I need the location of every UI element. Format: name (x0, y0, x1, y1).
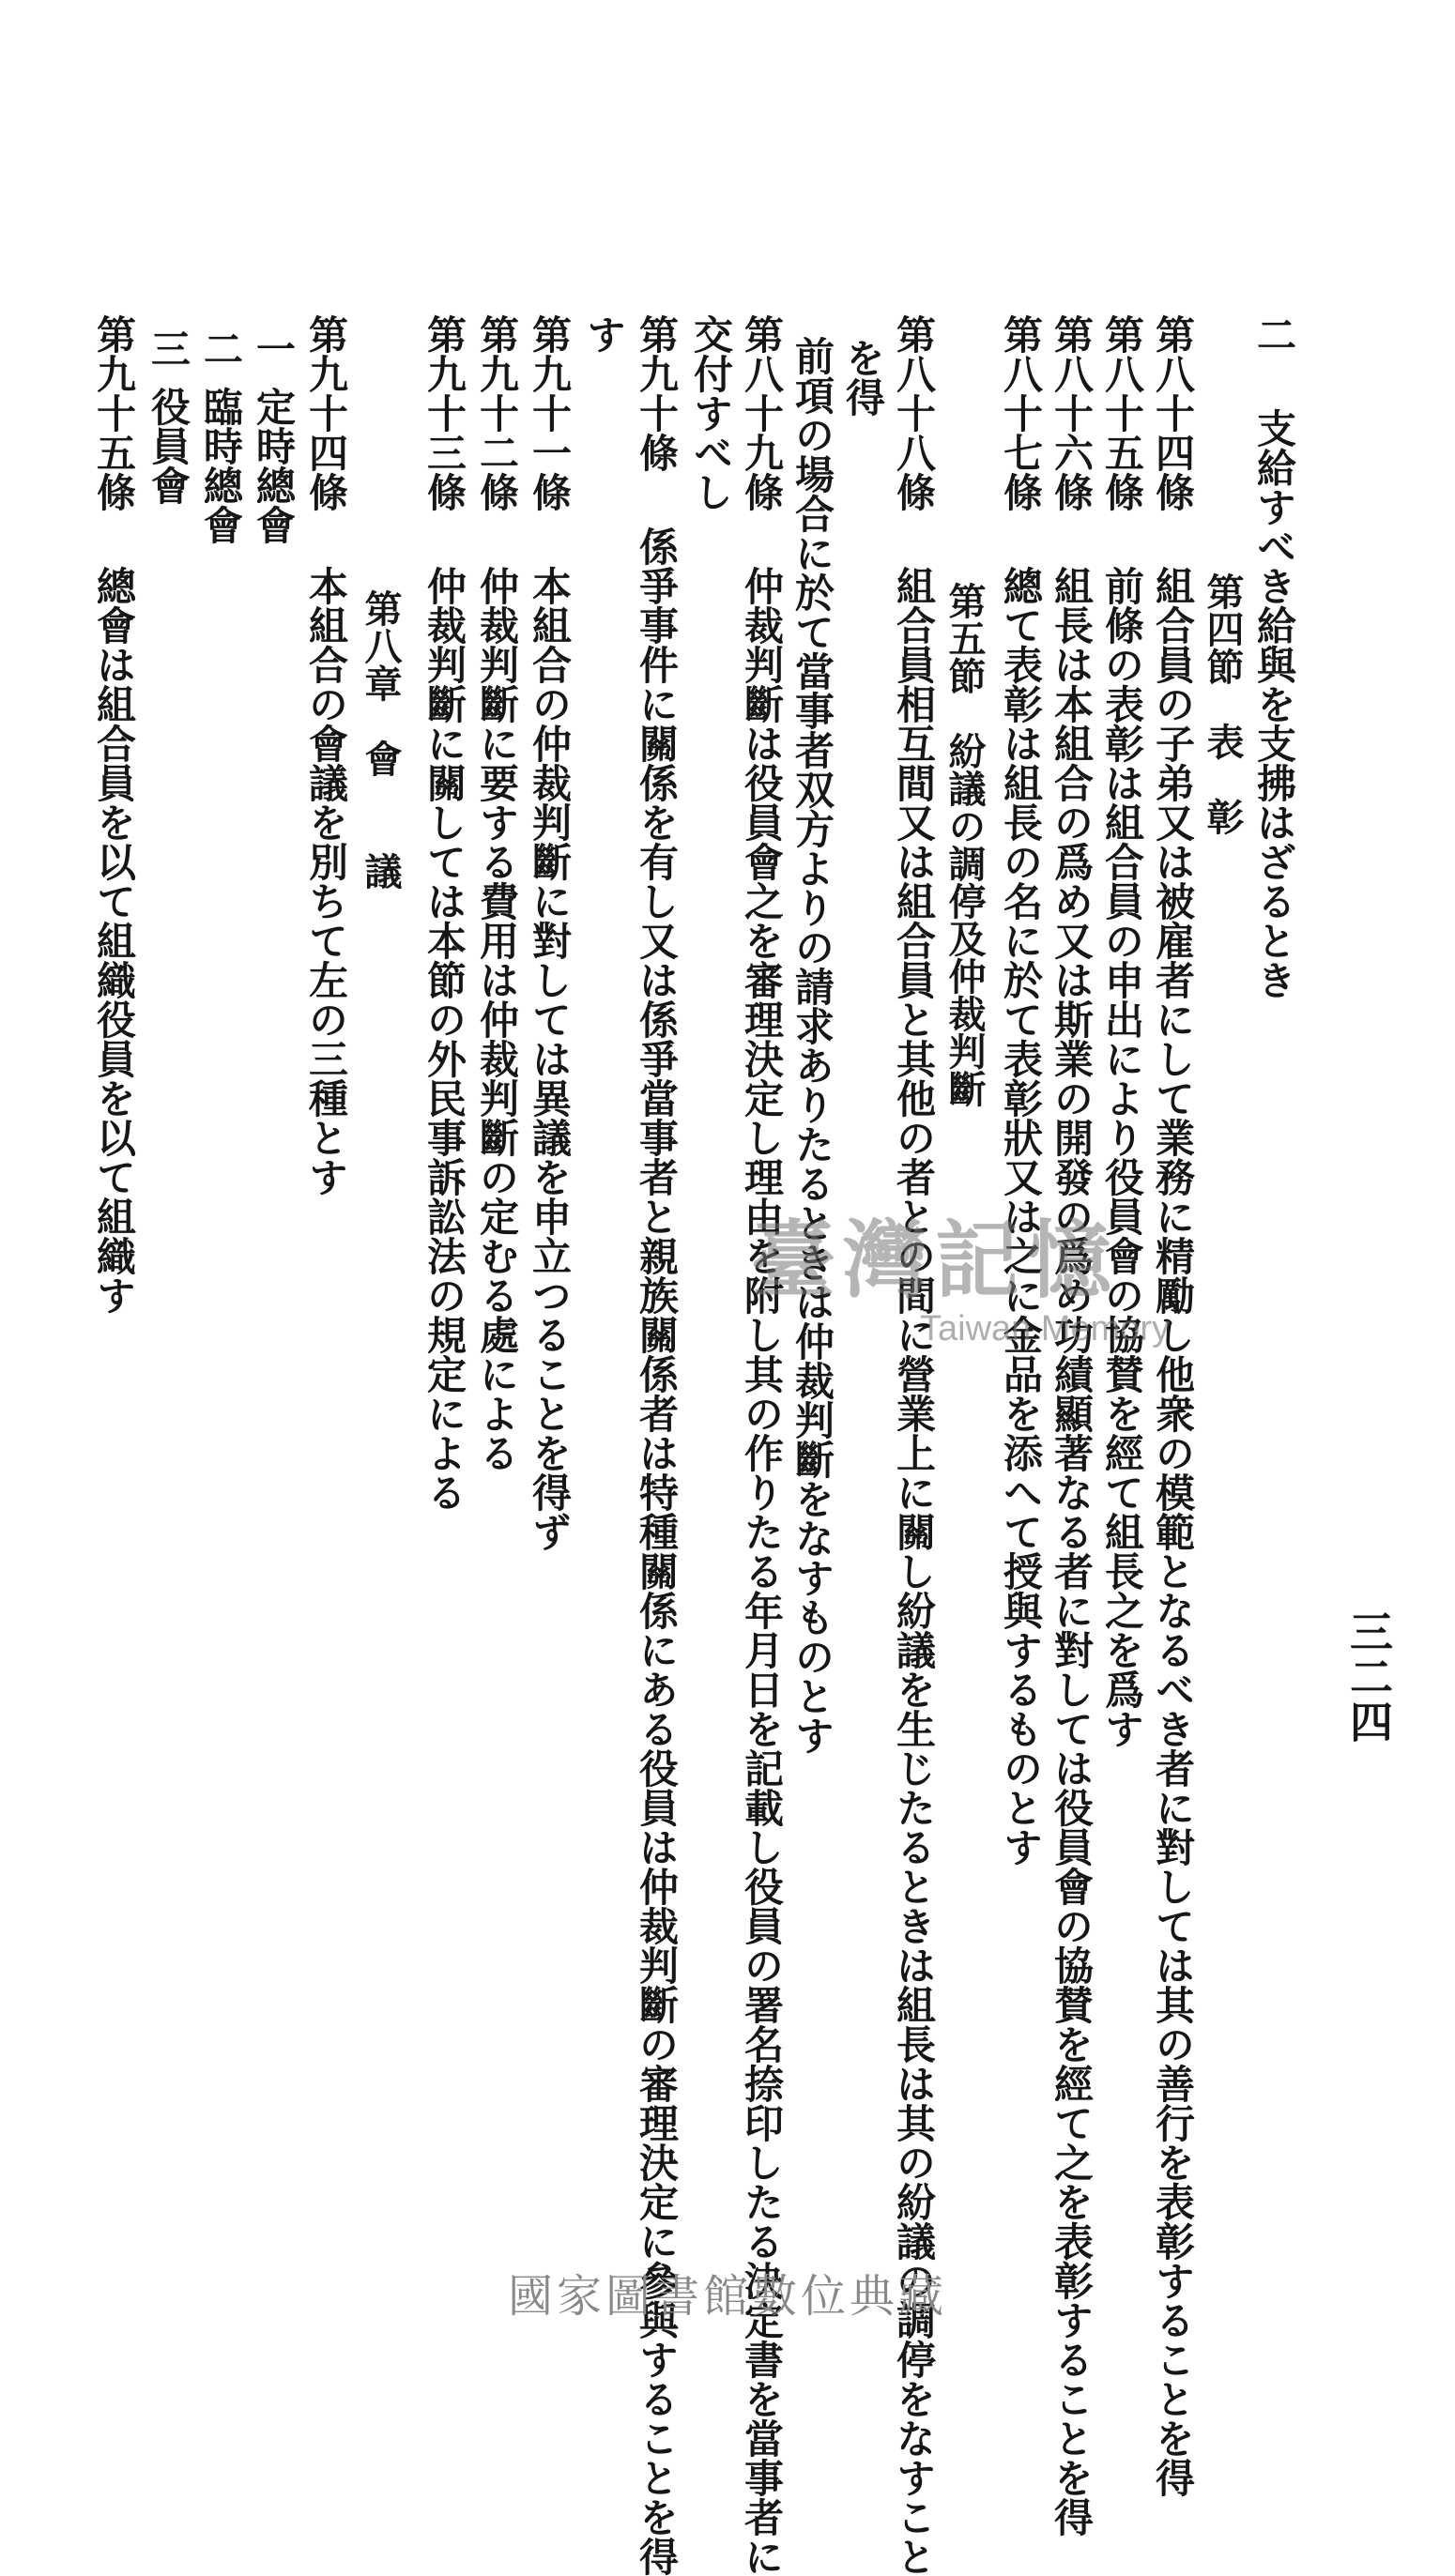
watermark-logo: 臺灣記憶 (751, 1211, 1119, 1310)
article-label: 第九十一條 (527, 314, 573, 511)
article-91 (524, 314, 574, 2135)
article-label: 第九十五條 (91, 314, 137, 511)
article-text: す (581, 314, 627, 354)
article-label: 第八十九條 (739, 314, 785, 511)
item-label: 二 (198, 328, 244, 368)
article-90 (631, 314, 682, 2576)
article-text: 總て表彰は組長の名に於て表彰狀又は之に金品を添へて授與するものとす (998, 566, 1044, 1867)
article-label: 第八十五條 (1099, 314, 1145, 511)
article-95 (88, 314, 139, 2135)
article-text: 總會は組合員を以て組織役員を以て組織す (91, 566, 137, 1315)
article-label: 第八十八條 (891, 314, 937, 511)
article-label: 第九十三條 (421, 314, 467, 511)
section-heading-4: 第四節 表 彰 (1201, 572, 1245, 835)
article-text: 本組合の會議を別ちて左の三種とす (303, 566, 349, 1197)
item-two-column (1248, 314, 1299, 2135)
article-text: 本組合の仲裁判斷に對しては異議を申立つることを得ず (527, 566, 573, 1551)
article-93 (419, 314, 469, 2135)
chapter-heading-8: 第八章 會 議 (359, 589, 403, 890)
article-label: 第八十七條 (998, 314, 1044, 511)
article-text: 仲裁判斷に要する費用は仲裁判斷の定むる處による (474, 566, 520, 1472)
article-label: 第九十四條 (303, 314, 349, 511)
page-number: 三二四 (1343, 1609, 1394, 1745)
section-heading-5: 第五節 紛議の調停及仲裁判斷 (942, 582, 987, 1107)
article-text: 前項の場合に於て當事者双方よりの請求ありたるときは仲裁判斷をなすものとす (789, 336, 835, 1755)
meeting-type-3 (143, 328, 193, 2149)
item-text: 定時總會 (251, 387, 297, 544)
article-84 (1147, 314, 1198, 2497)
item-text: 臨時總會 (198, 387, 244, 544)
article-94 (300, 314, 351, 2135)
item-text: 役員會 (146, 387, 191, 505)
article-89-continued (685, 314, 736, 2135)
article-text: 仲裁判斷は役員會之を審理決定し理由を附し其の作りたる年月日を記載し役員の署名捺印したる決定書を當事者に (739, 566, 785, 2576)
article-text: 交付すべし (688, 314, 734, 511)
watermark-subtitle: Taiwan Memory (920, 1309, 1171, 1349)
item-text: 支給すべき給與を支拂はざるとき (1251, 408, 1297, 999)
article-text: 組合員の子弟又は被雇者にして業務に精勵し他衆の模範となるべき者に對しては其の善行を表彰することを得 (1150, 566, 1196, 2497)
meeting-type-1 (248, 328, 299, 2149)
article-text: 係爭事件に關係を有し又は係爭當事者と親族關係者は特種關係にある役員は仲裁判斷の審理決定に參與することを得 (634, 526, 680, 2576)
item-label: 一 (251, 328, 297, 368)
article-label: 第九十條 (634, 314, 680, 472)
article-90-continued (578, 314, 629, 2135)
article-label: 第八十四條 (1150, 314, 1196, 511)
article-text: 仲裁判斷に關しては本節の外民事訴訟法の規定による (421, 566, 467, 1512)
article-92 (471, 314, 522, 2135)
item-label: 二 (1251, 314, 1297, 354)
item-label: 三 (146, 328, 191, 368)
article-text: 組長は本組合の爲め又は斯業の開發の爲め功績顯著なる者に對しては役員會の協賛を經て之を表彰することを得 (1049, 566, 1095, 2537)
meeting-type-2 (195, 328, 246, 2149)
article-text: を得 (840, 338, 886, 417)
article-label: 第八十六條 (1049, 314, 1095, 511)
article-text: 前條の表彰は組合員の申出により役員會の協賛を經て組長之を爲す (1099, 566, 1145, 1748)
footer-caption: 國家圖書館數位典藏 (507, 2270, 947, 2323)
article-text: 組合員相互間又は組合員と其他の者との間に營業上に關し紛議を生じたるときは組長は其の紛議の調停をなすこと (891, 566, 937, 2576)
article-label: 第九十二條 (474, 314, 520, 511)
